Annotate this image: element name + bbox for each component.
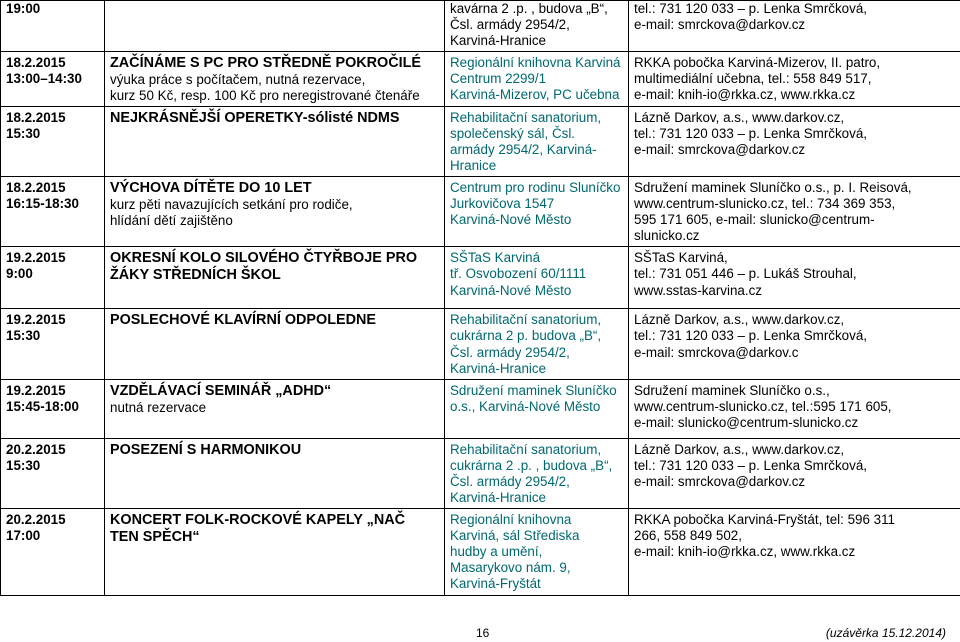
contact-line: Lázně Darkov, a.s., www.darkov.cz, [634, 312, 845, 328]
contact-cell [629, 247, 960, 309]
venue-cell [445, 52, 629, 106]
contact-line: www.centrum-slunicko.cz, tel.: 734 369 353, [634, 196, 896, 212]
event-time-text: 19:00 [6, 1, 41, 16]
contact-line: e-mail: slunicko@centrum-slunicko.cz [634, 414, 859, 430]
venue-cell [445, 438, 629, 508]
event-description: kurz 50 Kč, resp. 100 Kč pro neregistrované čtenáře [110, 87, 420, 103]
venue-line: společenský sál, Čsl. [450, 125, 576, 141]
event-title: VZDĚLÁVACÍ SEMINÁŘ „ADHD“ [110, 382, 332, 399]
event-date-line: 19.2.2015 [6, 312, 66, 328]
event-date-line: 19.2.2015 [6, 382, 66, 398]
venue-line: Jurkovičova 1547 [450, 196, 555, 212]
venue-line: armády 2954/2, Karviná- [450, 141, 597, 157]
table-row [1, 379, 960, 438]
event-date-line: 15:30 [6, 328, 41, 344]
event-date [1, 379, 105, 438]
contact-line: www.sstas-karvina.cz [634, 282, 762, 298]
event-date-line: 18.2.2015 [6, 109, 66, 125]
event-date [1, 176, 105, 246]
event-date-line: 15:30 [6, 457, 41, 473]
event-date-line: 18.2.2015 [6, 179, 66, 195]
venue-line: Regionální knihovna Karviná [450, 55, 621, 71]
contact-line: RKKA pobočka Karviná-Fryštát, tel: 596 311 [634, 512, 896, 528]
contact-line: tel.: 731 120 033 – p. Lenka Smrčková, [634, 328, 867, 344]
venue-line: Karviná-Nové Město [450, 212, 572, 228]
venue-line: Karviná-Fryštát [450, 576, 541, 592]
event-title: OKRESNÍ KOLO SILOVÉHO ČTYŘBOJE PRO [110, 250, 418, 267]
event-cell [105, 309, 445, 379]
contact-line: 266, 558 849 502, [634, 528, 742, 544]
event-cell [105, 52, 445, 106]
event-description: kurz pěti navazujících setkání pro rodiče, [110, 196, 353, 212]
contact-line: e-mail: knih-io@rkka.cz, www.rkka.cz [634, 87, 856, 103]
event-cell [105, 106, 445, 176]
table-row [1, 247, 960, 309]
contact-line: e-mail: knih-io@rkka.cz, www.rkka.cz [634, 544, 856, 560]
venue-line: Karviná-Hranice [450, 33, 547, 49]
venue-line: hudby a umění, [450, 544, 543, 560]
contact-line: tel.: 731 051 446 – p. Lukáš Strouhal, [634, 266, 857, 282]
venue-line: Karviná-Hranice [450, 360, 547, 376]
venue-line: kavárna 2 .p. , budova „B“, [450, 1, 608, 16]
event-title: VÝCHOVA DÍTĚTE DO 10 LET [110, 179, 312, 196]
contact-line: e-mail: smrckova@darkov.c [634, 344, 799, 360]
venue-line: Čsl. armády 2954/2, [450, 344, 570, 360]
venue-cell [445, 509, 629, 595]
event-date-line: 15:45-18:00 [6, 398, 79, 414]
contact-line: SŠTaS Karviná, [634, 250, 728, 266]
contact-cell [629, 379, 960, 438]
venue-line: Rehabilitační sanatorium, [450, 312, 602, 328]
contact-cell [629, 309, 960, 379]
event-date-line: 20.2.2015 [6, 441, 66, 457]
event-date [1, 309, 105, 379]
contact-line: tel.: 731 120 033 – p. Lenka Smrčková, [634, 1, 867, 16]
table-row [1, 438, 960, 508]
table-row [1, 52, 960, 106]
venue-cell [445, 309, 629, 379]
venue-line: Rehabilitační sanatorium, [450, 441, 602, 457]
contact-line: RKKA pobočka Karviná-Mizerov, II. patro, [634, 55, 881, 71]
contact-cell [629, 176, 960, 246]
table-row [1, 176, 960, 246]
event-date-line: 16:15-18:30 [6, 196, 79, 212]
event-date [1, 509, 105, 595]
event-date [1, 438, 105, 508]
venue-cell [445, 176, 629, 246]
contact-line: Lázně Darkov, a.s., www.darkov.cz, [634, 109, 845, 125]
contact-line: 595 171 605, e-mail: slunicko@centrum- [634, 212, 875, 228]
event-description: výuka práce s počítačem, nutná rezervace, [110, 72, 366, 88]
contact-line: tel.: 731 120 033 – p. Lenka Smrčková, [634, 457, 867, 473]
event-date [1, 52, 105, 106]
contact-line: Lázně Darkov, a.s., www.darkov.cz, [634, 441, 845, 457]
contact-line: slunicko.cz [634, 228, 700, 244]
event-cell [105, 379, 445, 438]
event-title: KONCERT FOLK-ROCKOVÉ KAPELY „NAČ [110, 512, 406, 529]
page-footer [0, 622, 960, 642]
venue-line: Rehabilitační sanatorium, [450, 109, 602, 125]
contact-line: Sdružení maminek Sluníčko o.s., [634, 382, 830, 398]
contact-line: Sdružení maminek Sluníčko o.s., p. I. Reisová, [634, 179, 912, 195]
venue-line: Centrum pro rodinu Sluníčko [450, 179, 621, 195]
event-date-line: 17:00 [6, 528, 41, 544]
venue-line: Čsl. armády 2954/2, [450, 473, 570, 489]
event-title: TEN SPĚCH“ [110, 529, 200, 546]
contact-cell [629, 509, 960, 595]
venue-cell [445, 379, 629, 438]
event-description: hlídání dětí zajištěno [110, 212, 233, 228]
venue-cell [445, 247, 629, 309]
event-title: POSEZENÍ S HARMONIKOU [110, 441, 302, 458]
venue-line: o.s., Karviná-Nové Město [450, 398, 601, 414]
venue-cell [445, 106, 629, 176]
closing-date-note: (uzávěrka 15.12.2014) [825, 626, 946, 640]
venue-line: Masarykovo nám. 9, [450, 560, 571, 576]
event-date-line: 15:30 [6, 125, 41, 141]
venue-line: Karviná-Nové Město [450, 282, 572, 298]
page-number: 16 [476, 626, 490, 640]
event-title: ŽÁKY STŘEDNÍCH ŠKOL [110, 267, 281, 284]
contact-cell [629, 52, 960, 106]
venue-line: SŠTaS Karviná [450, 250, 541, 266]
event-cell [105, 176, 445, 246]
venue-line: cukrárna 2 .p. , budova „B“, [450, 457, 613, 473]
venue-line: Hranice [450, 157, 497, 173]
venue-line: Karviná, sál Střediska [450, 528, 580, 544]
venue-cell [445, 1, 629, 52]
contact-line: e-mail: smrckova@darkov.cz [634, 17, 806, 33]
event-date-line: 13:00–14:30 [6, 71, 82, 87]
table-row [1, 509, 960, 595]
venue-line: tř. Osvobození 60/1111 [450, 266, 587, 282]
contact-line: e-mail: smrckova@darkov.cz [634, 141, 806, 157]
event-date-line: 20.2.2015 [6, 512, 66, 528]
contact-line: multimediální učebna, tel.: 558 849 517, [634, 71, 872, 87]
event-date [1, 247, 105, 309]
event-date-line: 19.2.2015 [6, 250, 66, 266]
venue-line: Sdružení maminek Sluníčko [450, 382, 617, 398]
event-cell [105, 438, 445, 508]
event-date [1, 106, 105, 176]
event-title: NEJKRÁSNĚJŠÍ OPERETKY-sólisté NDMS [110, 109, 400, 126]
event-date-line: 9:00 [6, 266, 33, 282]
event-title: POSLECHOVÉ KLAVÍRNÍ ODPOLEDNE [110, 312, 376, 329]
venue-line: Centrum 2299/1 [450, 71, 547, 87]
table-row [1, 106, 960, 176]
event-title: ZAČÍNÁME S PC PRO STŘEDNĚ POKROČILÉ [110, 55, 422, 72]
venue-line: Regionální knihovna [450, 512, 572, 528]
event-cell [105, 509, 445, 595]
event-cell [105, 1, 445, 52]
contact-line: www.centrum-slunicko.cz, tel.:595 171 605, [634, 398, 892, 414]
contact-cell [629, 1, 960, 52]
event-description: nutná rezervace [110, 399, 207, 415]
venue-line: Karviná-Hranice [450, 489, 547, 505]
venue-line: Čsl. armády 2954/2, [450, 17, 570, 33]
contact-cell [629, 438, 960, 508]
contact-cell [629, 106, 960, 176]
table-row [1, 1, 960, 52]
event-date-line: 18.2.2015 [6, 55, 66, 71]
contact-line: tel.: 731 120 033 – p. Lenka Smrčková, [634, 125, 867, 141]
event-time [1, 1, 105, 52]
event-cell [105, 247, 445, 309]
table-row [1, 309, 960, 379]
contact-line: e-mail: smrckova@darkov.cz [634, 473, 806, 489]
venue-line: Karviná-Mizerov, PC učebna [450, 87, 620, 103]
venue-line: cukrárna 2 p. budova „B“, [450, 328, 602, 344]
